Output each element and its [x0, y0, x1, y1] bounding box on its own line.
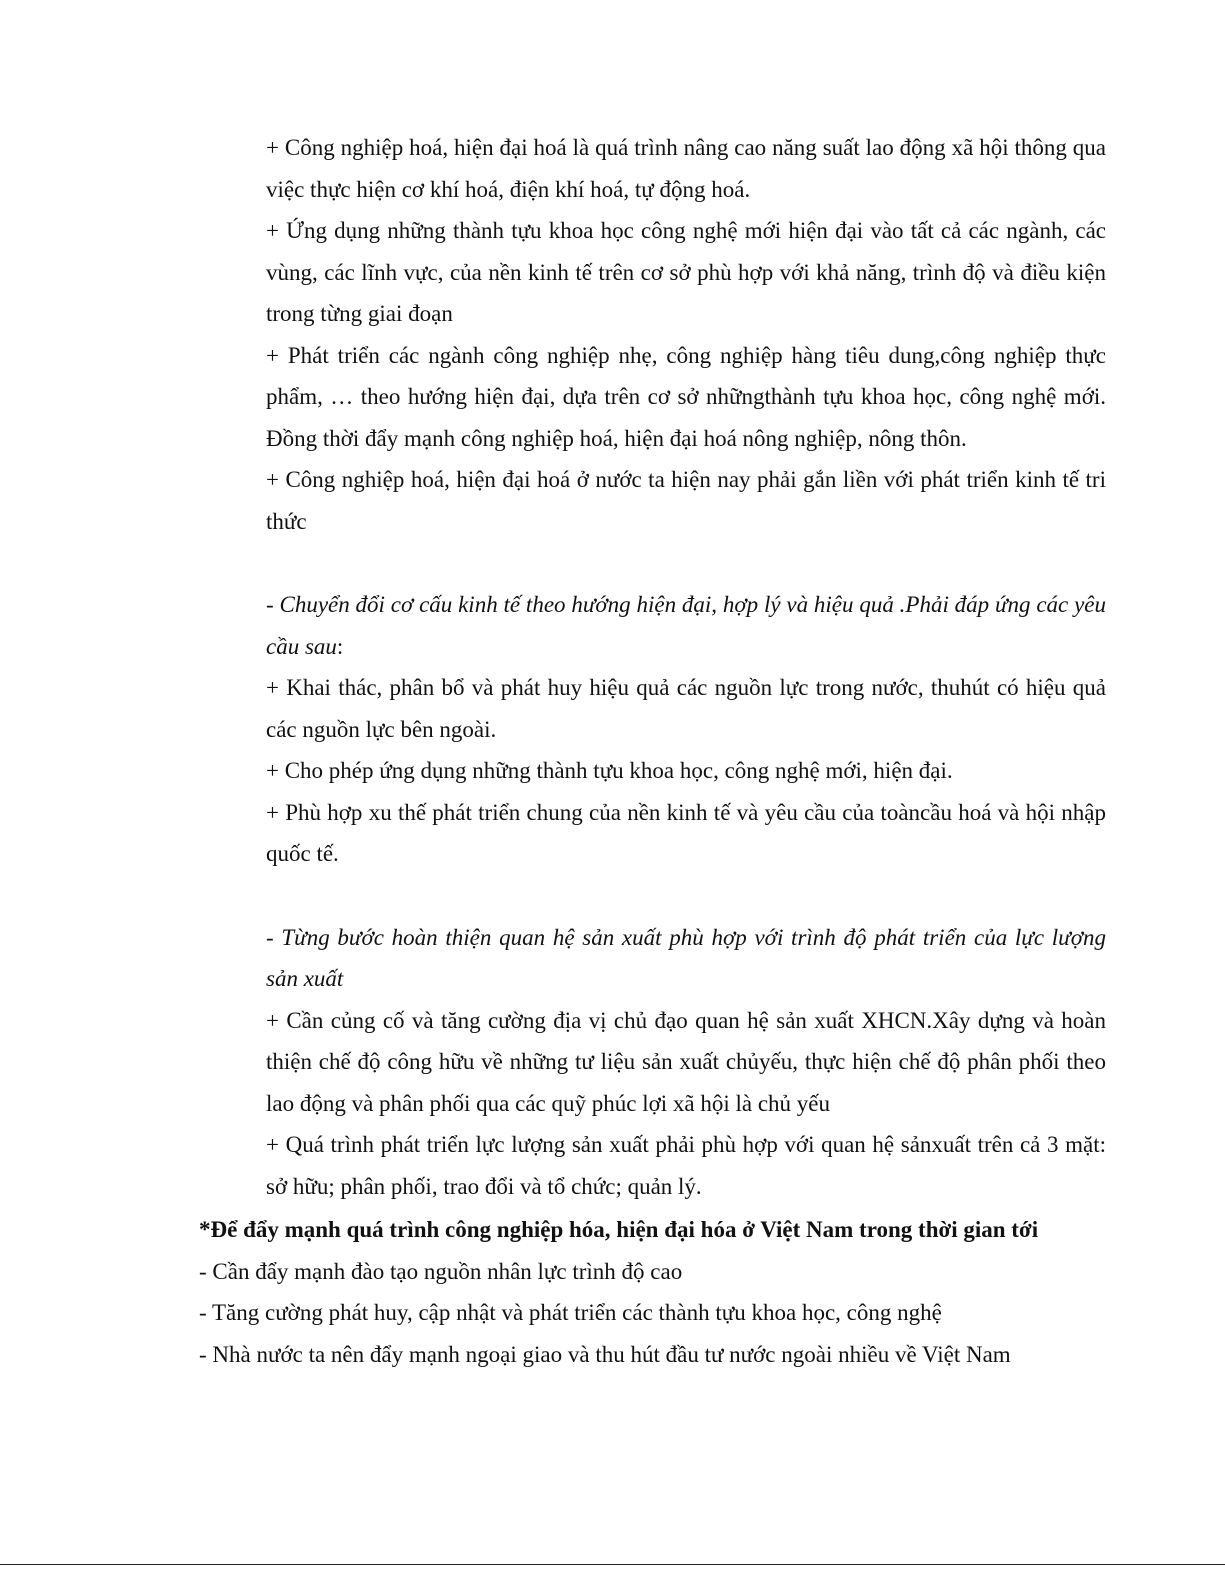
list-item: - Nhà nước ta nên đẩy mạnh ngoại giao và thu hút đầu tư nước ngoài nhiều về Việt Nam — [199, 1341, 1011, 1367]
paragraph-global-integration: + Phù hợp xu thế phát triển chung của nền kinh tế và yêu cầu của toàncầu hoá và hội nhập quốc tế. — [266, 799, 1106, 866]
conclusion-heading: *Để đẩy mạnh quá trình công nghiệp hóa, hiện đại hóa ở Việt Nam trong thời gian tới — [199, 1217, 1039, 1242]
paragraph-light-industry: + Phát triển các ngành công nghiệp nhẹ, công nghiệp hàng tiêu dung,công nghiệp thực phẩm, … theo hướng hiện đại, dựa trên cơ sở nhữngthành tựu khoa học, công nghệ mới. Đồng thời đẩy mạnh công nghiệp hoá, hiện đại hoá nông nghiệp, nông thôn. — [266, 342, 1106, 451]
list-item: - Tăng cường phát huy, cập nhật và phát triển các thành tựu khoa học, công nghệ — [199, 1300, 942, 1325]
paragraph-knowledge-economy: + Công nghiệp hoá, hiện đại hoá ở nước ta hiện nay phải gắn liền với phát triển kinh tế tri thức — [266, 467, 1106, 534]
heading-colon: : — [336, 633, 344, 659]
list-item: - Cần đẩy mạnh đào tạo nguồn nhân lực trình độ cao — [199, 1258, 683, 1284]
spacer — [266, 875, 1106, 917]
conclusion-section — [199, 1209, 1099, 1375]
spacer — [266, 542, 1106, 584]
heading-economic-restructuring-text: - Chuyển đổi cơ cấu kinh tế theo hướng hiện đại, hợp lý và hiệu quả .Phải đáp ứng các yêu cầu sau — [266, 592, 1106, 659]
heading-economic-restructuring — [266, 584, 1106, 667]
heading-production-relations: - Từng bước hoàn thiện quan hệ sản xuất phù hợp với trình độ phát triển của lực lượng sản xuất — [266, 924, 1106, 991]
paragraph-technology-application: + Ứng dụng những thành tựu khoa học công nghệ mới hiện đại vào tất cả các ngành, các vùng, các lĩnh vực, của nền kinh tế trên cơ sở phù hợp với khả năng, trình độ và điều kiện trong từng giai đoạn — [266, 218, 1106, 326]
page-bottom-divider — [0, 1564, 1225, 1565]
paragraph-productive-forces: + Quá trình phát triển lực lượng sản xuất phải phù hợp với quan hệ sảnxuất trên cả 3 mặt: sở hữu; phân phối, trao đổi và tổ chức; quản lý. — [266, 1132, 1106, 1199]
paragraph-industrialization-definition: + Công nghiệp hoá, hiện đại hoá là quá trình nâng cao năng suất lao động xã hội thông qua việc thực hiện cơ khí hoá, điện khí hoá, tự động hoá. — [266, 135, 1106, 202]
paragraph-socialist-relations: + Cần củng cố và tăng cường địa vị chủ đạo quan hệ sản xuất XHCN.Xây dựng và hoàn thiện chế độ công hữu về những tư liệu sản xuất chủyếu, thực hiện chế độ phân phối theo lao động và phân phối qua các quỹ phúc lợi xã hội là chủ yếu — [266, 1007, 1106, 1116]
paragraph-technology-permit: + Cho phép ứng dụng những thành tựu khoa học, công nghệ mới, hiện đại. — [266, 758, 953, 783]
indented-content — [266, 127, 1106, 1207]
paragraph-resource-exploitation: + Khai thác, phân bổ và phát huy hiệu quả các nguồn lực trong nước, thuhút có hiệu quả các nguồn lực bên ngoài. — [266, 675, 1106, 742]
